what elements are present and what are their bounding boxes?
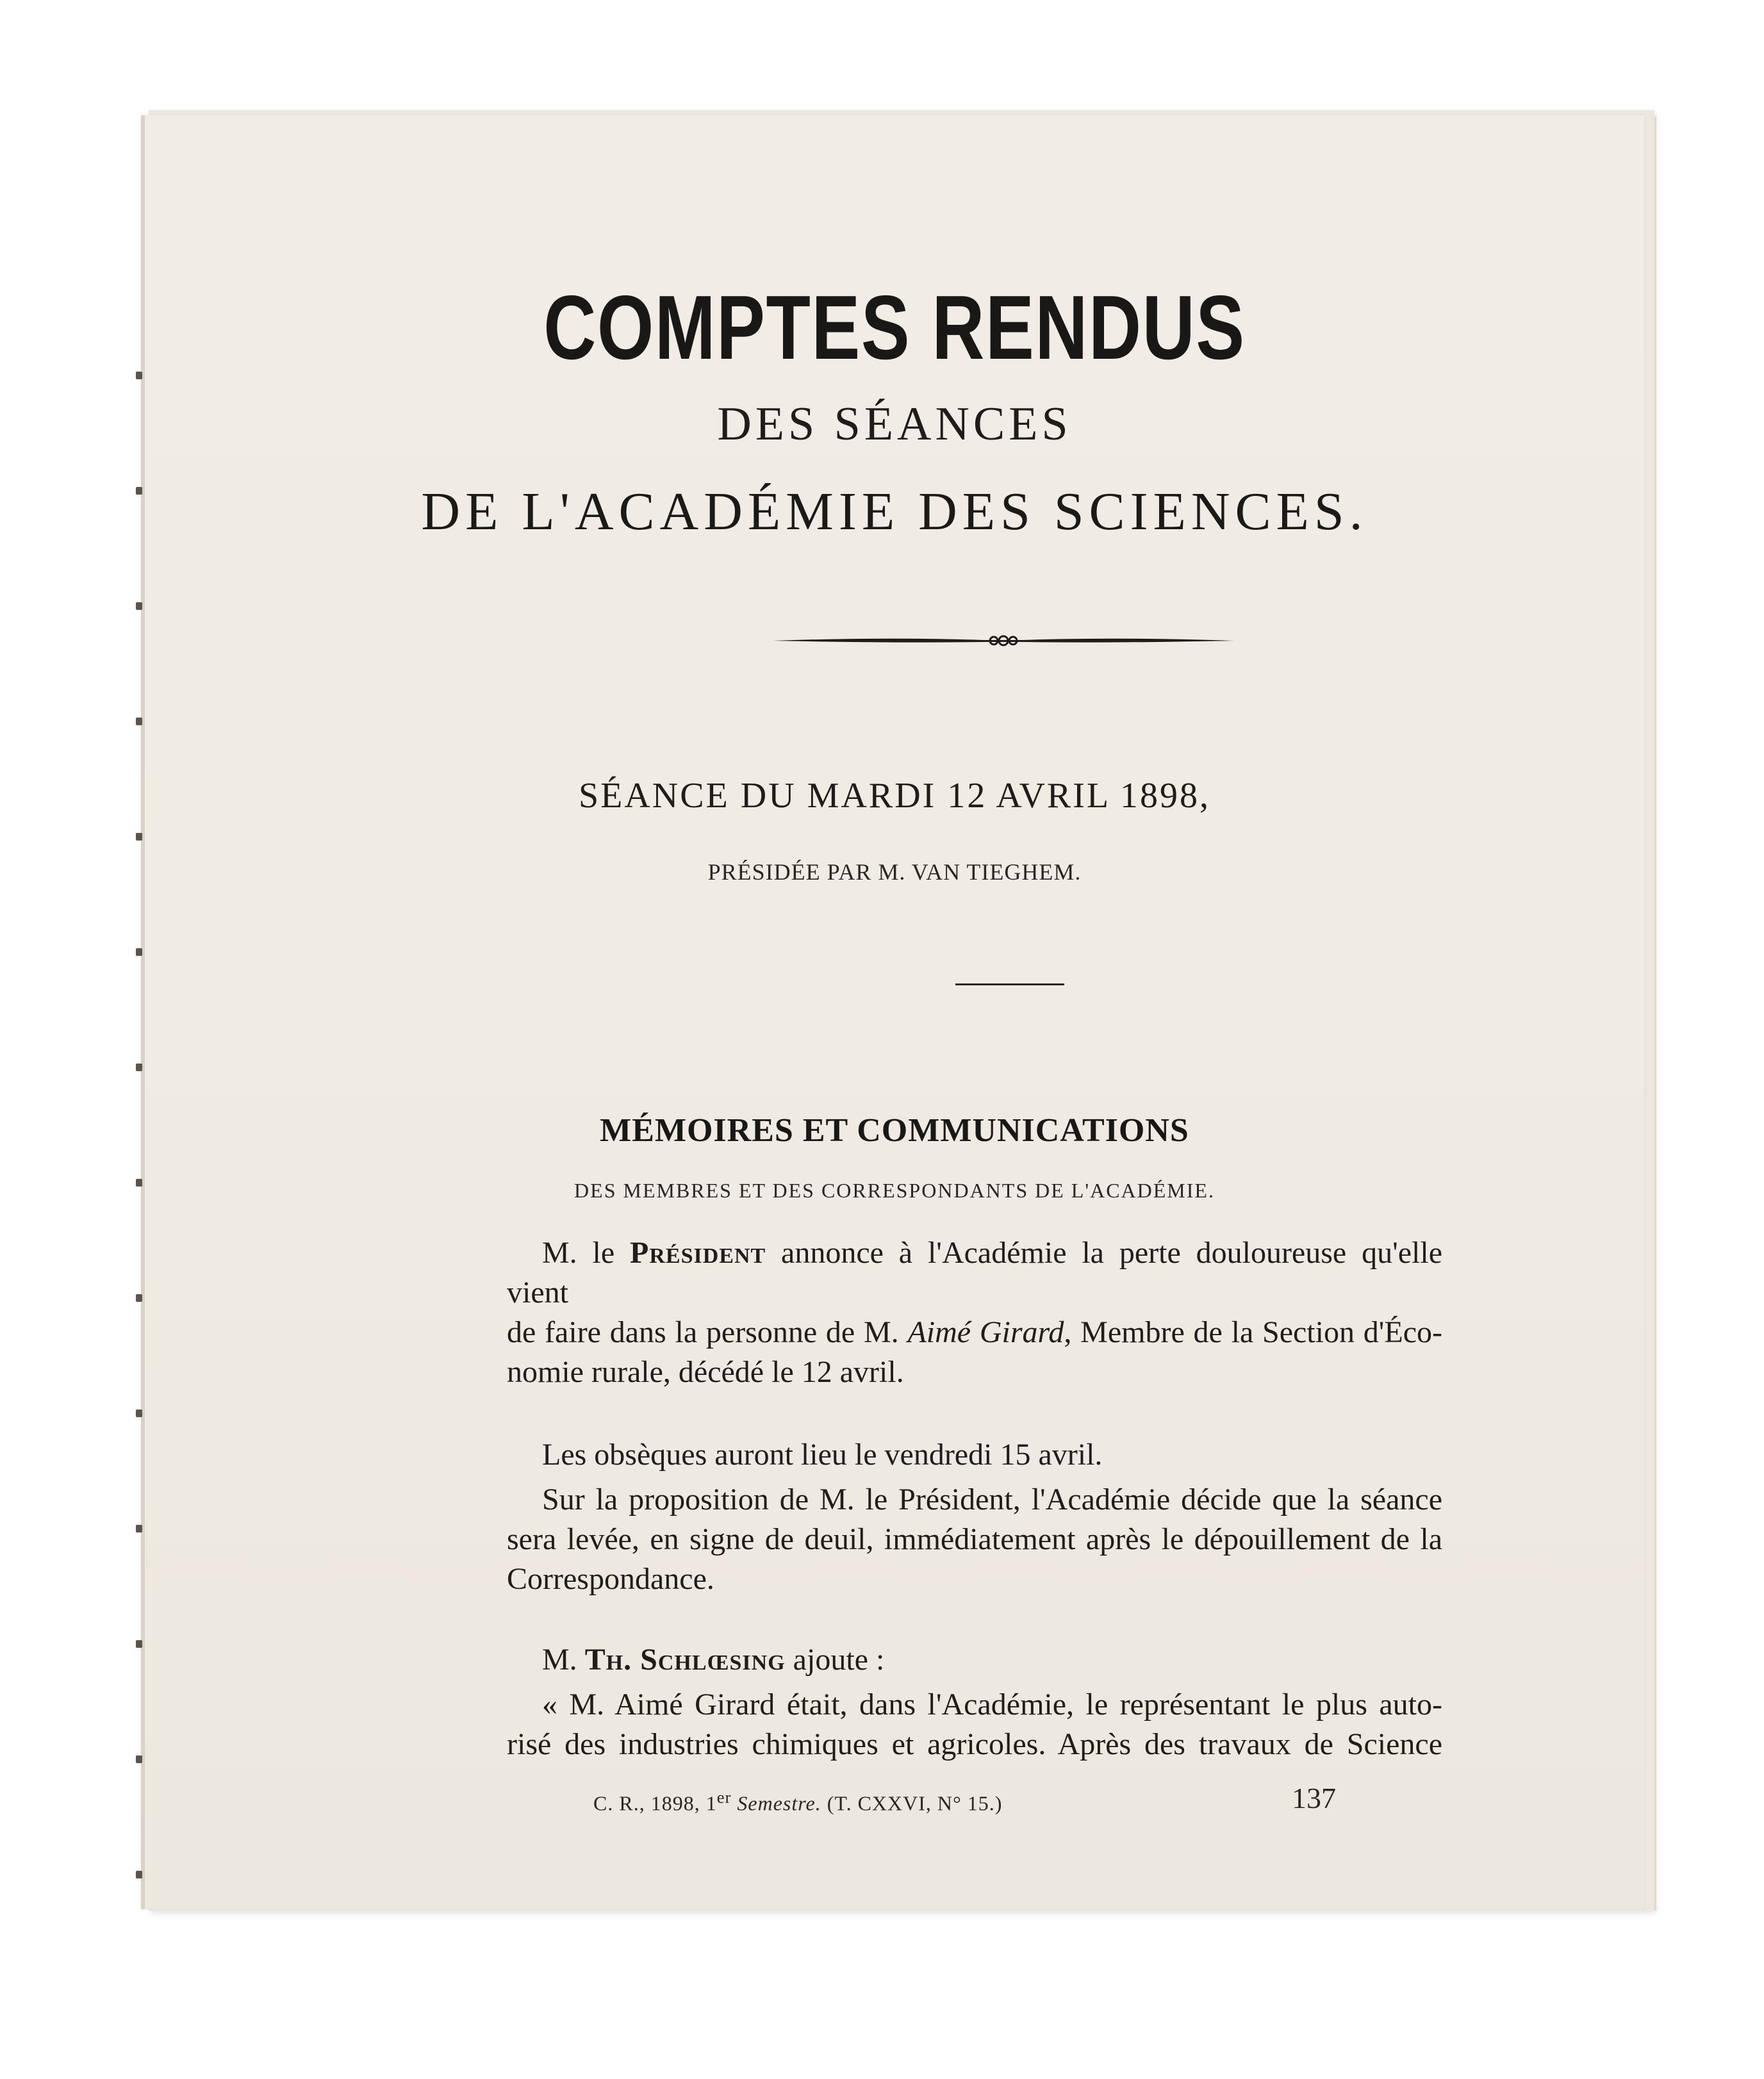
seance-date: SÉANCE DU MARDI 12 AVRIL 1898,	[578, 776, 1211, 816]
section-title: MÉMOIRES ET COMMUNICATIONS	[600, 1112, 1189, 1149]
paragraph-quote	[507, 1685, 1442, 1764]
presided-by: PRÉSIDÉE PAR M. VAN TIEGHEM.	[707, 859, 1082, 885]
ornament-divider	[773, 628, 1234, 653]
page-number: 137	[1292, 1782, 1336, 1814]
paragraph-line: nomie rurale, décédé le 12 avril.	[507, 1355, 904, 1389]
paragraph-proposition	[507, 1480, 1442, 1599]
document-subtitle: DES SÉANCES	[717, 398, 1072, 450]
paragraph-line: Correspondance.	[507, 1562, 714, 1596]
girard-name: Aimé Girard	[907, 1315, 1064, 1349]
document-page	[141, 115, 1644, 1909]
divider-rule	[955, 983, 1064, 985]
speaker-name: Th. Schlœsing	[584, 1643, 786, 1677]
paragraph-line: M. le Président annonce à l'Académie la perte douloureuse qu'elle vient	[507, 1236, 1442, 1310]
paragraph-obseques: Les obsèques auront lieu le vendredi 15 avril.	[542, 1438, 1103, 1472]
speaker-line: M. Th. Schlœsing ajoute :	[542, 1643, 885, 1677]
paragraph-line: sera levée, en signe de deuil, immédiatement après le dépouillement de la	[507, 1522, 1442, 1556]
document-title: COMPTES RENDUS	[543, 277, 1246, 379]
paragraph-line: de faire dans la personne de M. Aimé Girard, Membre de la Section d'Éco-	[507, 1315, 1442, 1349]
section-subtitle: DES MEMBRES ET DES CORRESPONDANTS DE L'ACADÉMIE.	[574, 1179, 1215, 1202]
paragraph-line: Sur la proposition de M. le Président, l'Académie décide que la séance	[542, 1483, 1442, 1516]
paragraph-line: « M. Aimé Girard était, dans l'Académie, le représentant le plus auto-	[542, 1688, 1442, 1722]
footer-citation: C. R., 1898, 1er Semestre. (T. CXXVI, N° 15.)	[593, 1787, 1003, 1815]
paragraph-president	[507, 1233, 1442, 1392]
binding-holes	[135, 128, 145, 1896]
document-subtitle-academy: DE L'ACADÉMIE DES SCIENCES.	[421, 482, 1368, 541]
president-name: Président	[630, 1236, 766, 1270]
paragraph-line: risé des industries chimiques et agricoles. Après des travaux de Science	[507, 1727, 1442, 1761]
